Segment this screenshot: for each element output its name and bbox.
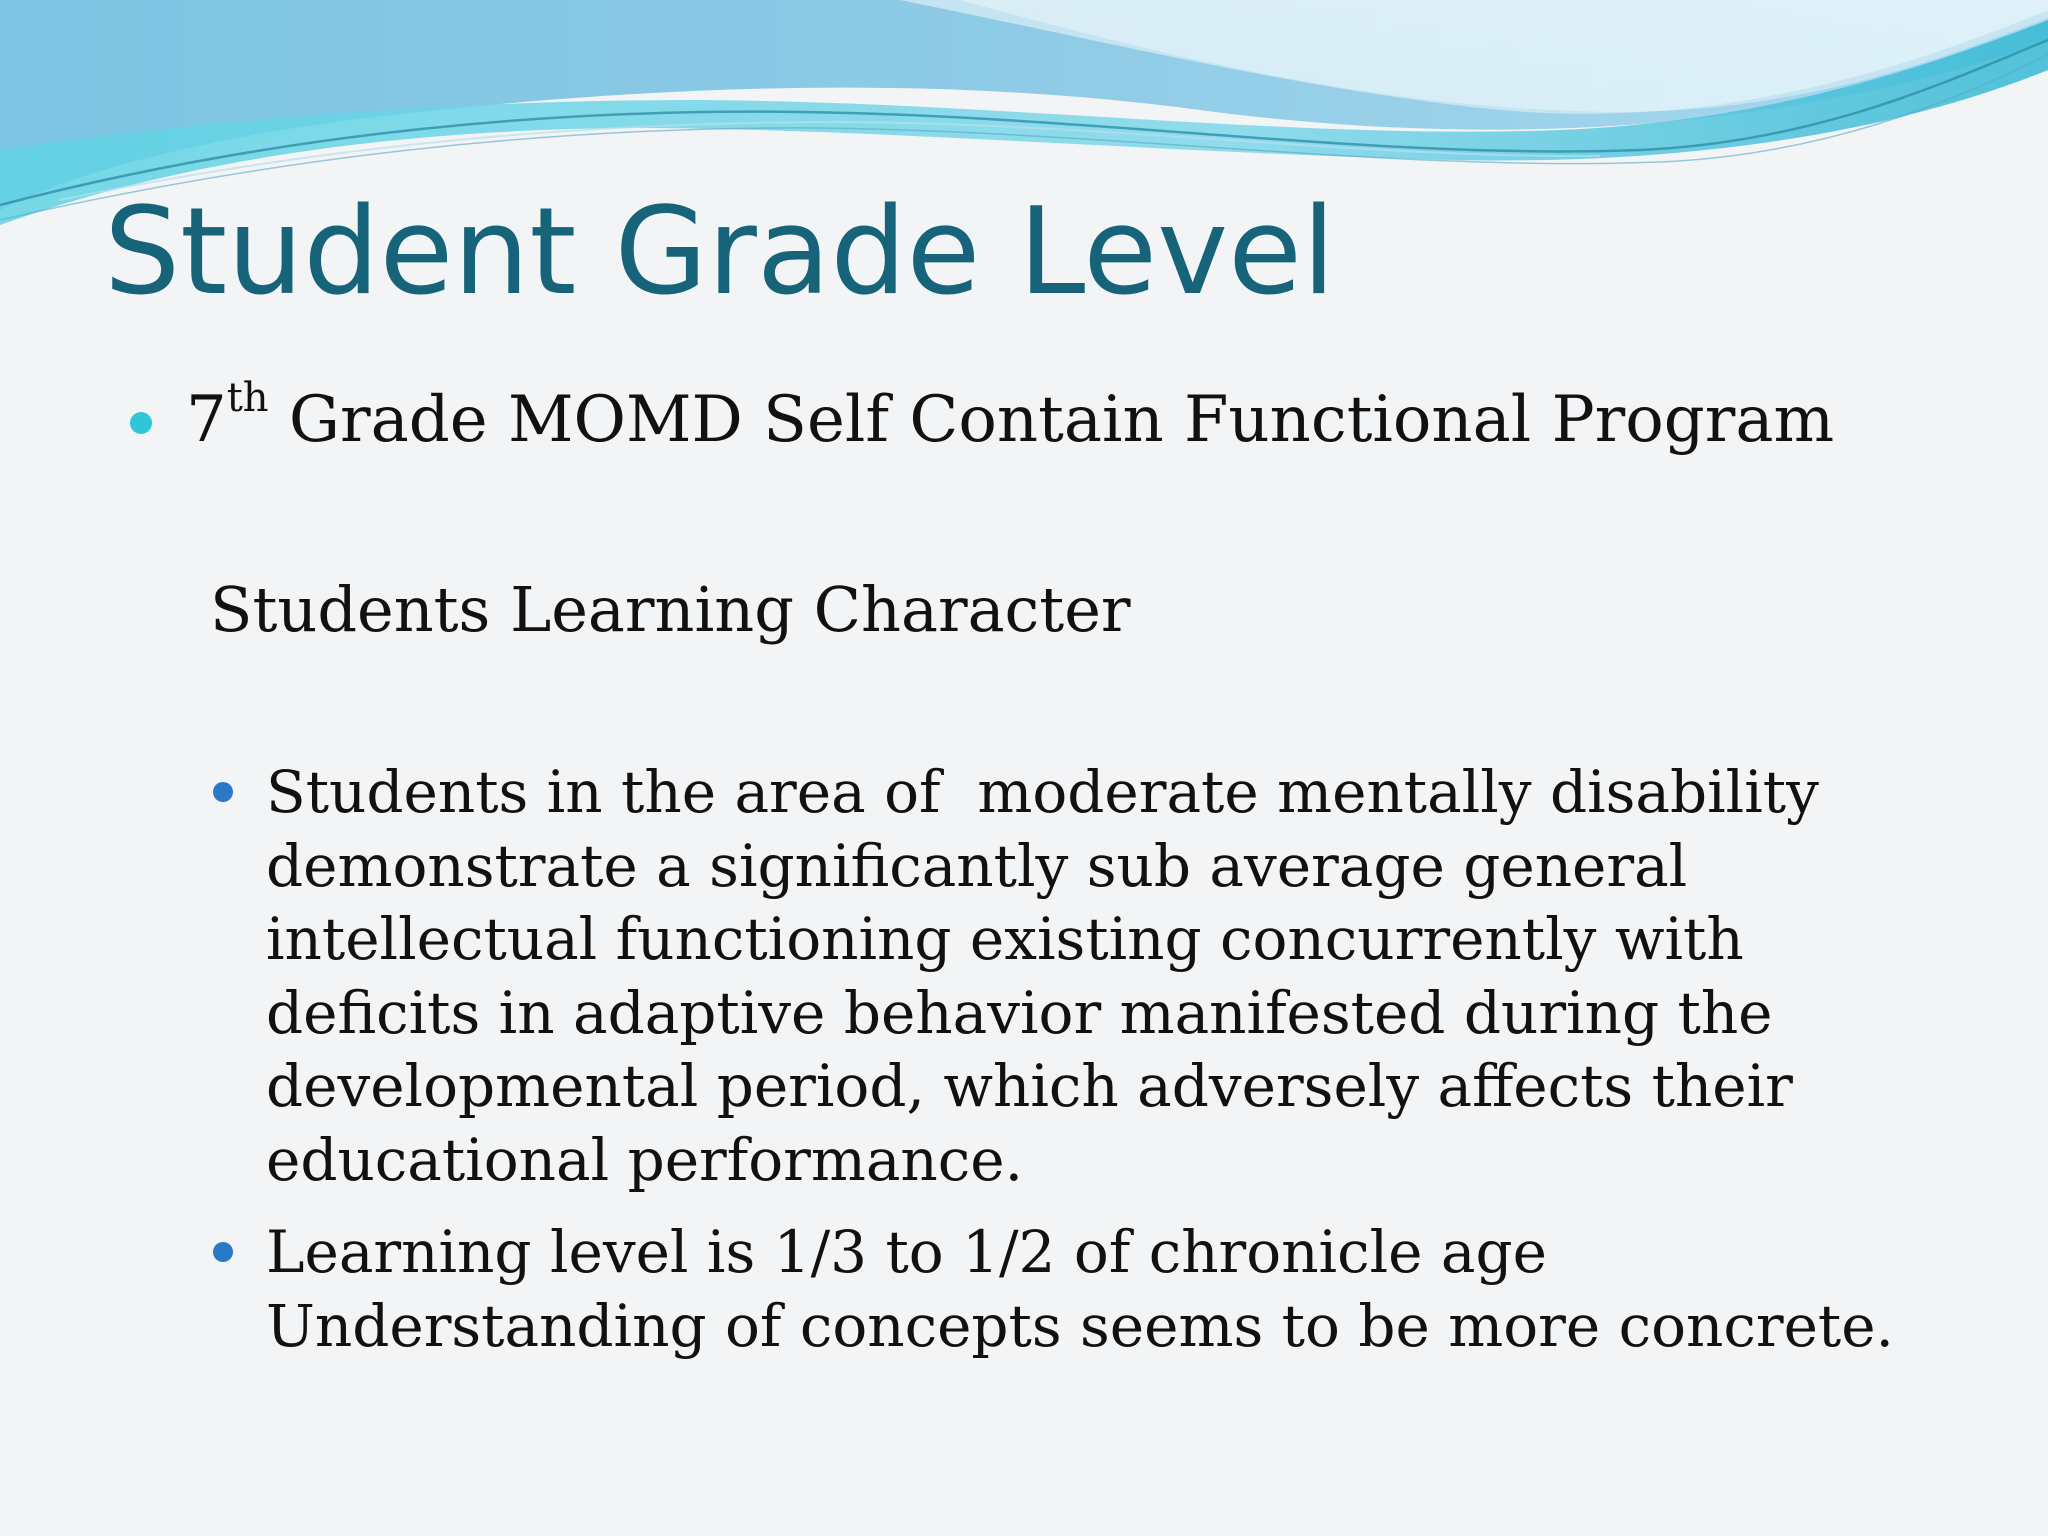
paragraph-line: Understanding of concepts seems to be more concrete. [266, 1291, 1894, 1360]
paragraph-line: developmental period, which adversely affects their [266, 1052, 1793, 1120]
slide-title: Student Grade Level [104, 183, 1336, 322]
bullet-paragraph-2 [266, 1216, 1906, 1363]
grade-number: 7 [186, 383, 227, 457]
main-bullet-dot [130, 412, 152, 434]
program-name: Grade MOMD Self Contain Functional Program [268, 383, 1835, 457]
paragraph-line: Students in the area of moderate mentally disability [266, 758, 1819, 826]
grade-superscript: th [226, 374, 269, 421]
paragraph-line: deficits in adaptive behavior manifested during the [266, 978, 1773, 1047]
paragraph-line: intellectual functioning existing concurrently with [266, 905, 1744, 973]
paragraph-line: Learning level is 1/3 to 1/2 of chronicle age [266, 1218, 1547, 1286]
paragraph-line: demonstrate a significantly sub average general [266, 831, 1688, 900]
bullet-paragraph-1 [266, 756, 1906, 1197]
section-subheading: Students Learning Character [210, 573, 1131, 646]
paragraph-line: educational performance. [266, 1125, 1024, 1194]
sub-bullet-dot-1 [213, 782, 233, 802]
main-bullet-text [186, 374, 1835, 460]
sub-bullet-dot-2 [213, 1242, 233, 1262]
